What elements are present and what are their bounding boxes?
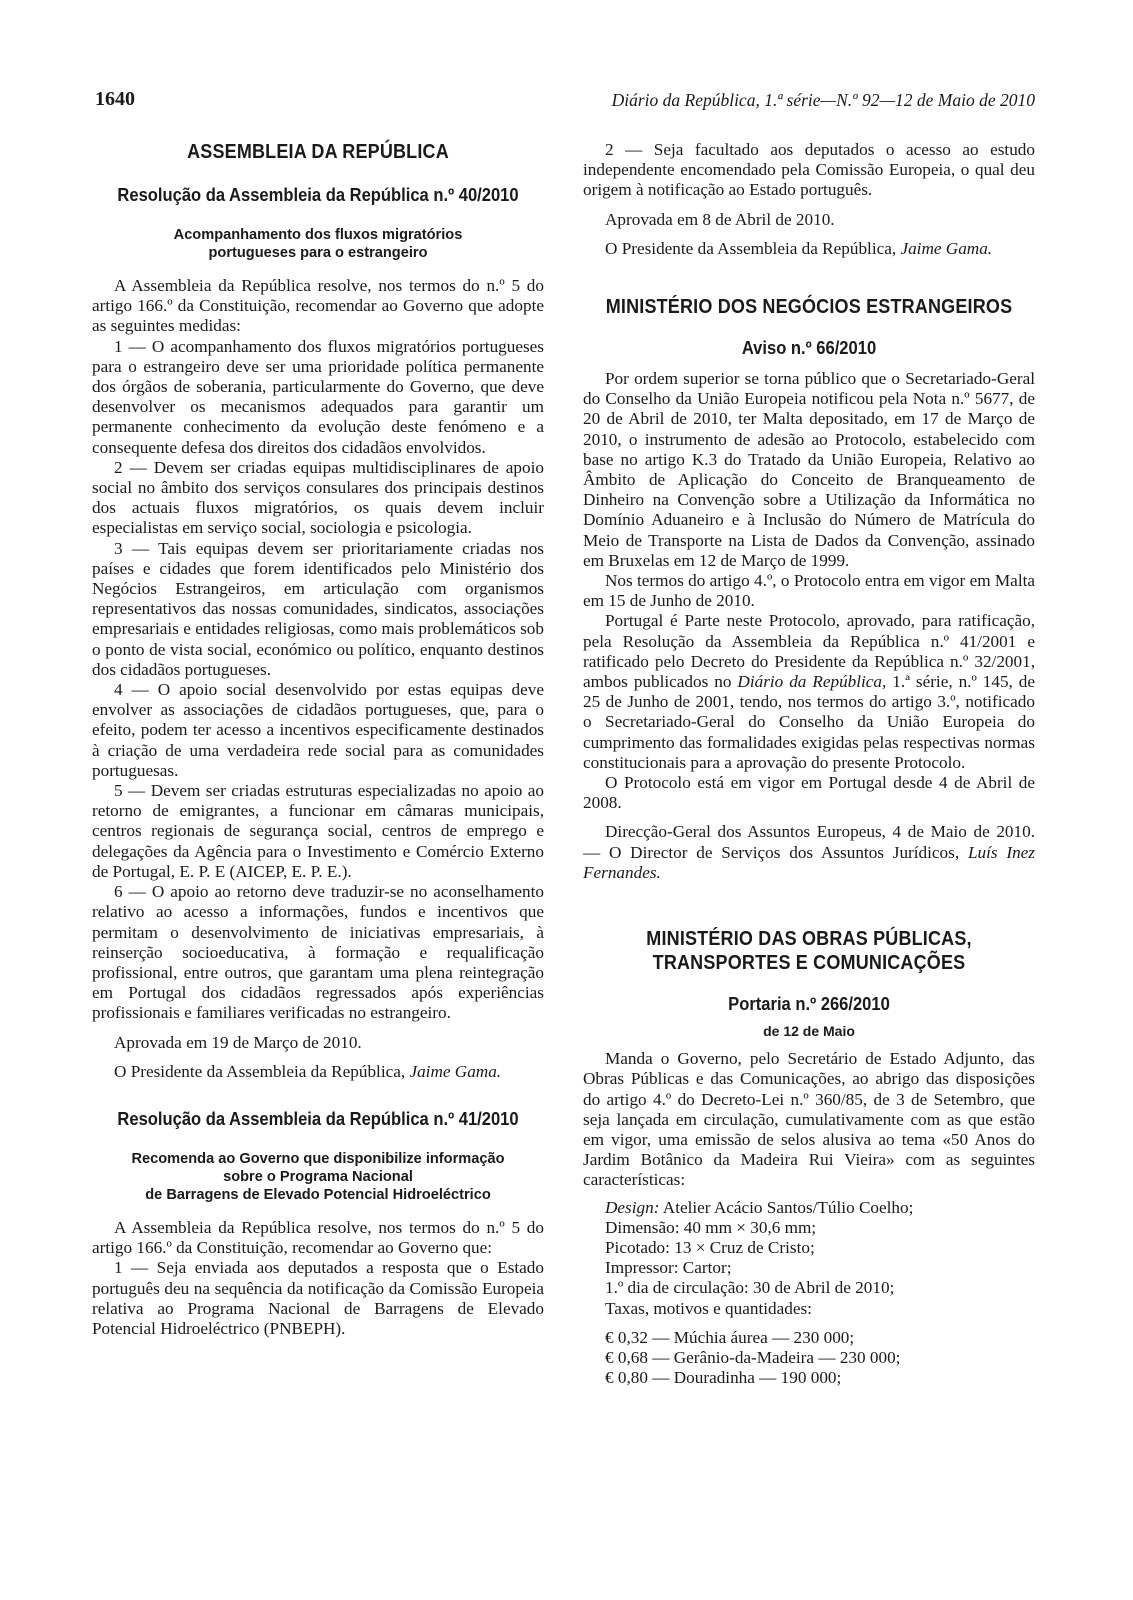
signature-line (92, 1062, 544, 1082)
body-paragraph: 2 — Seja facultado aos deputados o acesso ao estudo independente encomendado pela Comissão Europeia, o qual deu origem à notificação ao Estado português. (583, 140, 1035, 200)
portaria-body (583, 1049, 1035, 1388)
right-column (583, 140, 1035, 1388)
body-paragraph: Por ordem superior se torna público que o Secretariado-Geral do Conselho da União Europeia notificou pela Nota n.º 5677, de 20 de Abril de 2010, ter Malta depositado, em 17 de Março de 2010, o instrumento de adesão ao Protocolo, estabelecido com base no artigo K.3 do Tratado da União Europeia, Relativo ao Âmbito de Aplicação do Conceito de Branqueamento de Dinheiro na Convenção sobre a Utilização da Informática no Domínio Aduaneiro e à Inclusão do Número de Matrícula do Meio de Transporte na Lista de Dados da Convenção, assinado em Bruxelas em 12 de Março de 1999. (583, 369, 1035, 570)
signature-line (583, 822, 1035, 883)
resolution-41-subject (92, 1150, 544, 1204)
body-paragraph: Manda o Governo, pelo Secretário de Estado Adjunto, das Obras Públicas e das Comunicações, ao abrigo das disposições do artigo 4.º do Decreto-Lei n.º 360/85, de 3 de Setembro, que seja lançada em circulação, cumulativamente com as que estão em vigor, uma emissão de selos alusiva ao tema «50 Anos do Jardim Botânico da Madeira Rui Vieira» com as seguintes características: (583, 1049, 1035, 1190)
page-number: 1640 (95, 88, 135, 110)
text-run: Portugal é Parte neste Protocolo, aprovado, para ratificação, pela Resolução da Assembleia da República n.º 41/2001 e ratificado pelo Decreto do Presidente da República n.º 32/2001, ambos publicados no (583, 611, 1035, 692)
stamp-specifications (583, 1198, 1035, 1389)
signature-line (583, 239, 1035, 259)
approval-date: Aprovada em 19 de Março de 2010. (114, 1032, 362, 1052)
resolution-40-title: Resolução da Assembleia da República n.º 40/2010 (117, 185, 519, 205)
portaria-date: de 12 de Maio (763, 1023, 855, 1040)
journal-name: Diário da República, (737, 672, 887, 692)
resolution-41-continuation (583, 140, 1035, 259)
aviso-title: Aviso n.º 66/2010 (741, 338, 877, 359)
body-paragraph: 6 — O apoio ao retorno deve traduzir-se no aconselhamento relativo ao acesso a informações, fundos e incentivos que permitam o desenvolvimento de iniciativas empresariais, à reinserção socioeducativa, à formação e requalificação profissional, entre outros, que garantam uma plena reintegração em Portugal dos cidadãos regressados após experiências profissionais e familiares verificadas no estrangeiro. (92, 882, 544, 1023)
body-paragraph: A Assembleia da República resolve, nos termos do n.º 5 do artigo 166.º da Constituição, recomendar ao Governo que adopte as seguintes medidas: (92, 276, 544, 336)
spec-value: Atelier Acácio Santos/Túlio Coelho; (662, 1197, 914, 1217)
resolution-40-body (92, 276, 544, 1082)
section-heading-assembleia: ASSEMBLEIA DA REPÚBLICA (187, 141, 449, 163)
section-heading-mne: MINISTÉRIO DOS NEGÓCIOS ESTRANGEIROS (605, 296, 1013, 319)
subject-line: sobre o Programa Nacional (223, 1168, 413, 1185)
body-paragraph: 1 — Seja enviada aos deputados a resposta que o Estado português deu na sequência da notificação da Comissão Europeia relativa ao Programa Nacional de Barragens de Elevado Potencial Hidroeléctrico (PNBEPH). (92, 1258, 544, 1338)
body-paragraph: 4 — O apoio social desenvolvido por estas equipas deve envolver as associações de cidadãos portugueses, que, para o efeito, podem ter acesso a incentivos especificamente destinados à criação de uma verdadeira rede social para as comunidades portuguesas. (92, 680, 544, 780)
signature-name: Jaime Gama. (409, 1061, 502, 1081)
approval-date: Aprovada em 8 de Abril de 2010. (605, 209, 835, 229)
subject-line: de Barragens de Elevado Potencial Hidroeléctrico (145, 1186, 491, 1203)
aviso-body (583, 369, 1035, 883)
portaria-title: Portaria n.º 266/2010 (728, 994, 890, 1015)
rate-item: € 0,68 — Gerânio-da-Madeira — 230 000; (605, 1347, 901, 1367)
signature-prefix: Direcção-Geral dos Assuntos Europeus, 4 de Maio de 2010. — O Director de Serviços dos Assuntos Jurídicos, (583, 822, 1035, 862)
resolution-41-title: Resolução da Assembleia da República n.º 41/2010 (117, 1108, 519, 1129)
body-paragraph: 5 — Devem ser criadas estruturas especializadas no apoio ao retorno de emigrantes, a funcionar em câmaras municipais, centros regionais de segurança social, centros de emprego e delegações da Agência para o Investimento e Comércio Externo de Portugal, E. P. E (AICEP, E. P. E.). (92, 781, 544, 881)
body-paragraph: 3 — Tais equipas devem ser prioritariamente criadas nos países e cidades que forem identificados pelo Ministério dos Negócios Estrangeiros, em articulação com organismos representativos das nossas comunidades, sindicatos, associações empresariais e entidades religiosas, como mais problemáticos sob o ponto de vista social, económico ou político, enquanto destinos dos cidadãos portugueses. (92, 538, 544, 679)
signature-prefix: O Presidente da Assembleia da República, (114, 1061, 406, 1081)
subject-line: Acompanhamento dos fluxos migratórios (173, 227, 463, 243)
body-paragraph: A Assembleia da República resolve, nos termos do n.º 5 do artigo 166.º da Constituição, recomendar ao Governo que: (92, 1217, 544, 1258)
left-column (92, 140, 544, 1339)
body-paragraph (583, 611, 1035, 773)
subject-line: portugueses para o estrangeiro (208, 245, 428, 261)
body-paragraph: 2 — Devem ser criadas equipas multidisciplinares de apoio social no âmbito dos serviços consulares dos principais destinos dos actuais fluxos migratórios, os quais devem incluir especialistas em serviço social, sociologia e psicologia. (92, 457, 544, 538)
spec-design (605, 1198, 1035, 1218)
signature-name: Jaime Gama. (900, 238, 993, 258)
heading-line: MINISTÉRIO DAS OBRAS PÚBLICAS, (646, 928, 972, 951)
spec-perforation: Picotado: 13 × Cruz de Cristo; (605, 1237, 815, 1257)
spec-first-day: 1.º dia de circulação: 30 de Abril de 2010; (605, 1278, 895, 1298)
resolution-40-subject (92, 226, 544, 262)
spec-printer: Impressor: Cartor; (605, 1258, 732, 1278)
signature-name: Luís Inez Fernandes. (583, 842, 1035, 882)
rate-item: € 0,32 — Múchia áurea — 230 000; (605, 1327, 855, 1347)
heading-line: TRANSPORTES E COMUNICAÇÕES (652, 952, 966, 975)
body-paragraph: O Protocolo está em vigor em Portugal desde 4 de Abril de 2008. (583, 773, 1035, 813)
spec-dimension: Dimensão: 40 mm × 30,6 mm; (605, 1217, 817, 1237)
section-heading-mopt (583, 927, 1035, 975)
running-header: Diário da República, 1.ª série—N.º 92—12 de Maio de 2010 (611, 90, 1035, 110)
resolution-41-body (92, 1218, 544, 1339)
body-paragraph: 1 — O acompanhamento dos fluxos migratórios portugueses para o estrangeiro deve ser uma prioridade política permanente dos órgãos de soberania, particularmente do Governo, que deve desenvolver os mecanismos adequados para garantir um permanente conhecimento da evolução deste fenómeno e a consequente defesa dos direitos dos cidadãos envolvidos. (92, 336, 544, 457)
spec-rates-label: Taxas, motivos e quantidades: (605, 1298, 812, 1318)
rate-item: € 0,80 — Douradinha — 190 000; (605, 1368, 842, 1388)
body-paragraph: Nos termos do artigo 4.º, o Protocolo entra em vigor em Malta em 15 de Junho de 2010. (583, 571, 1035, 611)
spec-label: Design: (605, 1197, 660, 1217)
signature-prefix: O Presidente da Assembleia da República, (605, 238, 897, 258)
subject-line: Recomenda ao Governo que disponibilize informação (131, 1150, 505, 1167)
text-run: 1.ª série, n.º 145, de 25 de Junho de 2001, tendo, nos termos do artigo 3.º, notificado o Secretariado-Geral do Conselho da União Europeia do cumprimento das formalidades exigidas pelas respectivas normas constitucionais para a aprovação do presente Protocolo. (583, 672, 1036, 772)
